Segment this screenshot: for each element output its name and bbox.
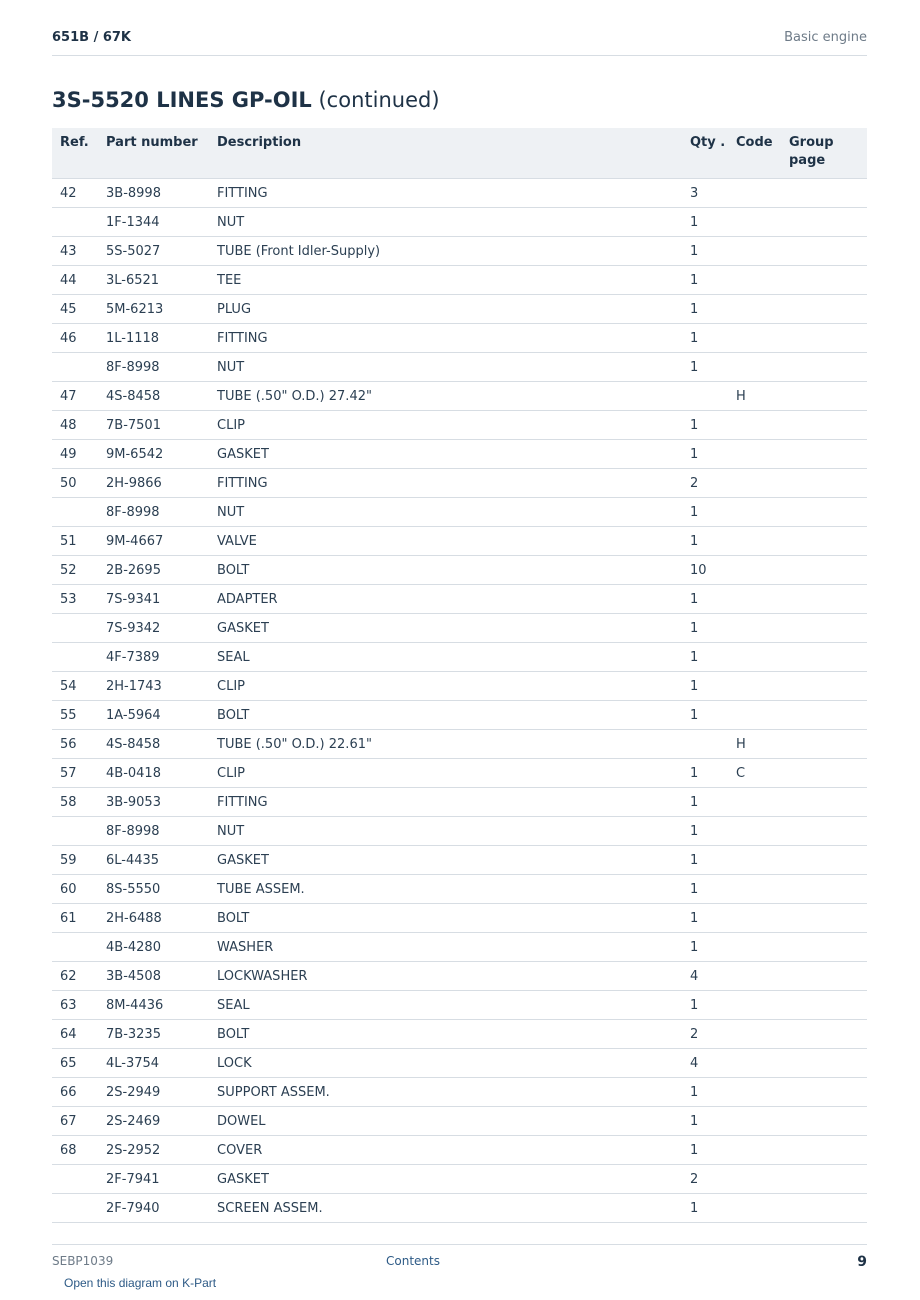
- ref-cell: 44: [52, 266, 106, 295]
- ref-cell: 56: [52, 730, 106, 759]
- qty-cell: 1: [690, 527, 736, 556]
- part-number-cell: 7B-7501: [106, 411, 217, 440]
- part-number-cell: 4S-8458: [106, 382, 217, 411]
- part-number-cell: 7B-3235: [106, 1020, 217, 1049]
- qty-cell: 3: [690, 179, 736, 208]
- part-number-cell: 8M-4436: [106, 991, 217, 1020]
- part-number-cell: 7S-9342: [106, 614, 217, 643]
- part-number-cell: 4B-0418: [106, 759, 217, 788]
- part-number-cell: 2S-2952: [106, 1136, 217, 1165]
- qty-cell: 1: [690, 701, 736, 730]
- part-number-cell: 2B-2695: [106, 556, 217, 585]
- ref-cell: 48: [52, 411, 106, 440]
- table-row: [52, 208, 867, 237]
- table-row: [52, 788, 867, 817]
- code-cell: [736, 817, 789, 846]
- col-header-ref: Ref.: [52, 128, 106, 179]
- part-number-cell: 3L-6521: [106, 266, 217, 295]
- qty-cell: 1: [690, 208, 736, 237]
- table-row: [52, 904, 867, 933]
- code-cell: [736, 701, 789, 730]
- ref-cell: 46: [52, 324, 106, 353]
- code-cell: [736, 237, 789, 266]
- group-page-cell: [789, 846, 867, 875]
- ref-cell: [52, 817, 106, 846]
- group-page-cell: [789, 614, 867, 643]
- table-row: [52, 846, 867, 875]
- description-cell: NUT: [217, 353, 690, 382]
- code-cell: [736, 527, 789, 556]
- qty-cell: 1: [690, 1078, 736, 1107]
- code-cell: H: [736, 730, 789, 759]
- part-number-cell: 4B-4280: [106, 933, 217, 962]
- qty-cell: 2: [690, 1020, 736, 1049]
- code-cell: [736, 585, 789, 614]
- description-cell: FITTING: [217, 324, 690, 353]
- code-cell: [736, 788, 789, 817]
- group-page-cell: [789, 1194, 867, 1223]
- code-cell: [736, 469, 789, 498]
- ref-cell: 50: [52, 469, 106, 498]
- group-page-cell: [789, 237, 867, 266]
- ref-cell: 68: [52, 1136, 106, 1165]
- description-cell: NUT: [217, 817, 690, 846]
- description-cell: ADAPTER: [217, 585, 690, 614]
- ref-cell: 67: [52, 1107, 106, 1136]
- group-page-cell: [789, 672, 867, 701]
- group-page-cell: [789, 1107, 867, 1136]
- ref-cell: [52, 614, 106, 643]
- table-row: [52, 1194, 867, 1223]
- table-row: [52, 701, 867, 730]
- part-number-cell: 2S-2949: [106, 1078, 217, 1107]
- group-page-cell: [789, 527, 867, 556]
- part-number-cell: 1L-1118: [106, 324, 217, 353]
- description-cell: CLIP: [217, 672, 690, 701]
- qty-cell: 2: [690, 1165, 736, 1194]
- group-page-cell: [789, 730, 867, 759]
- ref-cell: 60: [52, 875, 106, 904]
- description-cell: SCREEN ASSEM.: [217, 1194, 690, 1223]
- part-number-cell: 3B-8998: [106, 179, 217, 208]
- table-row: [52, 1136, 867, 1165]
- qty-cell: 1: [690, 411, 736, 440]
- group-page-cell: [789, 179, 867, 208]
- qty-cell: 2: [690, 469, 736, 498]
- open-diagram-link[interactable]: Open this diagram on K-Part: [64, 1276, 217, 1290]
- code-cell: [736, 962, 789, 991]
- part-number-cell: 2F-7941: [106, 1165, 217, 1194]
- ref-cell: [52, 1165, 106, 1194]
- ref-cell: 59: [52, 846, 106, 875]
- group-page-cell: [789, 1078, 867, 1107]
- group-page-cell: [789, 904, 867, 933]
- group-page-cell: [789, 788, 867, 817]
- code-cell: [736, 1049, 789, 1078]
- description-cell: WASHER: [217, 933, 690, 962]
- qty-cell: 4: [690, 1049, 736, 1078]
- table-row: [52, 1078, 867, 1107]
- code-cell: [736, 933, 789, 962]
- description-cell: TUBE ASSEM.: [217, 875, 690, 904]
- part-number-cell: 7S-9341: [106, 585, 217, 614]
- ref-cell: 51: [52, 527, 106, 556]
- page-number: 9: [857, 1254, 867, 1270]
- col-header-qty: Qty .: [690, 128, 736, 179]
- ref-cell: [52, 353, 106, 382]
- table-row: [52, 759, 867, 788]
- group-page-cell: [789, 585, 867, 614]
- part-number-cell: 8S-5550: [106, 875, 217, 904]
- code-cell: [736, 498, 789, 527]
- qty-cell: 1: [690, 933, 736, 962]
- group-page-cell: [789, 962, 867, 991]
- part-number-cell: 5M-6213: [106, 295, 217, 324]
- group-page-cell: [789, 266, 867, 295]
- ref-cell: 64: [52, 1020, 106, 1049]
- table-row: [52, 1165, 867, 1194]
- description-cell: TEE: [217, 266, 690, 295]
- description-cell: FITTING: [217, 179, 690, 208]
- group-page-cell: [789, 469, 867, 498]
- col-header-code: Code: [736, 128, 789, 179]
- description-cell: DOWEL: [217, 1107, 690, 1136]
- code-cell: [736, 1078, 789, 1107]
- part-number-cell: 4F-7389: [106, 643, 217, 672]
- ref-cell: 52: [52, 556, 106, 585]
- description-cell: PLUG: [217, 295, 690, 324]
- col-header-group-page: Group page: [789, 128, 867, 179]
- qty-cell: [690, 730, 736, 759]
- code-cell: [736, 324, 789, 353]
- ref-cell: [52, 643, 106, 672]
- group-page-cell: [789, 295, 867, 324]
- group-page-cell: [789, 817, 867, 846]
- description-cell: TUBE (Front Idler-Supply): [217, 237, 690, 266]
- part-number-cell: 1A-5964: [106, 701, 217, 730]
- qty-cell: 1: [690, 991, 736, 1020]
- section-name: Basic engine: [784, 30, 867, 45]
- table-row: [52, 991, 867, 1020]
- code-cell: [736, 1136, 789, 1165]
- description-cell: SUPPORT ASSEM.: [217, 1078, 690, 1107]
- description-cell: BOLT: [217, 701, 690, 730]
- qty-cell: 1: [690, 295, 736, 324]
- table-row: [52, 556, 867, 585]
- group-page-cell: [789, 1020, 867, 1049]
- table-row: [52, 1049, 867, 1078]
- qty-cell: 1: [690, 440, 736, 469]
- page-footer: [52, 1244, 867, 1275]
- contents-link[interactable]: Contents: [386, 1254, 440, 1268]
- group-page-cell: [789, 991, 867, 1020]
- group-page-cell: [789, 701, 867, 730]
- code-cell: [736, 556, 789, 585]
- part-number-cell: 3B-4508: [106, 962, 217, 991]
- qty-cell: [690, 382, 736, 411]
- group-page-cell: [789, 1165, 867, 1194]
- qty-cell: 1: [690, 846, 736, 875]
- description-cell: BOLT: [217, 1020, 690, 1049]
- col-header-part-number: Part number: [106, 128, 217, 179]
- ref-cell: 61: [52, 904, 106, 933]
- qty-cell: 1: [690, 788, 736, 817]
- description-cell: GASKET: [217, 614, 690, 643]
- part-number-cell: 3B-9053: [106, 788, 217, 817]
- group-page-cell: [789, 382, 867, 411]
- page-header: [52, 27, 867, 56]
- document-id: SEBP1039: [52, 1254, 114, 1268]
- qty-cell: 1: [690, 353, 736, 382]
- ref-cell: [52, 208, 106, 237]
- code-cell: [736, 1165, 789, 1194]
- qty-cell: 1: [690, 875, 736, 904]
- table-row: [52, 440, 867, 469]
- table-row: [52, 962, 867, 991]
- qty-cell: 10: [690, 556, 736, 585]
- ref-cell: 63: [52, 991, 106, 1020]
- group-page-cell: [789, 875, 867, 904]
- table-row: [52, 527, 867, 556]
- qty-cell: 1: [690, 759, 736, 788]
- part-number-cell: 5S-5027: [106, 237, 217, 266]
- group-page-cell: [789, 440, 867, 469]
- ref-cell: [52, 1194, 106, 1223]
- machine-model: 651B / 67K: [52, 30, 132, 45]
- table-row: [52, 1020, 867, 1049]
- col-header-description: Description: [217, 128, 690, 179]
- ref-cell: 45: [52, 295, 106, 324]
- ref-cell: [52, 498, 106, 527]
- description-cell: CLIP: [217, 759, 690, 788]
- code-cell: [736, 208, 789, 237]
- qty-cell: 1: [690, 817, 736, 846]
- code-cell: [736, 179, 789, 208]
- description-cell: SEAL: [217, 643, 690, 672]
- ref-cell: [52, 933, 106, 962]
- group-page-cell: [789, 1049, 867, 1078]
- table-row: [52, 672, 867, 701]
- code-cell: C: [736, 759, 789, 788]
- description-cell: COVER: [217, 1136, 690, 1165]
- group-page-cell: [789, 933, 867, 962]
- ref-cell: 62: [52, 962, 106, 991]
- continued-label: (continued): [318, 88, 440, 112]
- parts-table: [52, 128, 867, 1223]
- code-cell: [736, 672, 789, 701]
- table-row: [52, 179, 867, 208]
- code-cell: [736, 1194, 789, 1223]
- ref-cell: 57: [52, 759, 106, 788]
- qty-cell: 4: [690, 962, 736, 991]
- description-cell: VALVE: [217, 527, 690, 556]
- part-number-cell: 2S-2469: [106, 1107, 217, 1136]
- qty-cell: 1: [690, 585, 736, 614]
- code-cell: [736, 411, 789, 440]
- qty-cell: 1: [690, 1194, 736, 1223]
- description-cell: BOLT: [217, 904, 690, 933]
- code-cell: [736, 846, 789, 875]
- code-cell: [736, 295, 789, 324]
- part-group-name: 3S-5520 LINES GP-OIL: [52, 88, 312, 112]
- group-page-cell: [789, 556, 867, 585]
- code-cell: [736, 904, 789, 933]
- description-cell: BOLT: [217, 556, 690, 585]
- code-cell: [736, 353, 789, 382]
- qty-cell: 1: [690, 498, 736, 527]
- code-cell: [736, 875, 789, 904]
- table-row: [52, 295, 867, 324]
- code-cell: [736, 614, 789, 643]
- table-row: [52, 933, 867, 962]
- code-cell: H: [736, 382, 789, 411]
- part-number-cell: 8F-8998: [106, 498, 217, 527]
- part-number-cell: 6L-4435: [106, 846, 217, 875]
- part-number-cell: 9M-6542: [106, 440, 217, 469]
- description-cell: TUBE (.50" O.D.) 22.61": [217, 730, 690, 759]
- description-cell: FITTING: [217, 788, 690, 817]
- code-cell: [736, 991, 789, 1020]
- page-title: [52, 88, 440, 112]
- ref-cell: 47: [52, 382, 106, 411]
- table-row: [52, 614, 867, 643]
- qty-cell: 1: [690, 904, 736, 933]
- part-number-cell: 2H-6488: [106, 904, 217, 933]
- description-cell: TUBE (.50" O.D.) 27.42": [217, 382, 690, 411]
- table-row: [52, 411, 867, 440]
- group-page-cell: [789, 759, 867, 788]
- ref-cell: 54: [52, 672, 106, 701]
- description-cell: LOCK: [217, 1049, 690, 1078]
- table-row: [52, 353, 867, 382]
- ref-cell: 66: [52, 1078, 106, 1107]
- table-row: [52, 498, 867, 527]
- table-row: [52, 643, 867, 672]
- code-cell: [736, 1107, 789, 1136]
- table-row: [52, 266, 867, 295]
- group-page-cell: [789, 643, 867, 672]
- part-number-cell: 2F-7940: [106, 1194, 217, 1223]
- description-cell: FITTING: [217, 469, 690, 498]
- qty-cell: 1: [690, 266, 736, 295]
- code-cell: [736, 1020, 789, 1049]
- ref-cell: 49: [52, 440, 106, 469]
- ref-cell: 53: [52, 585, 106, 614]
- group-page-cell: [789, 324, 867, 353]
- description-cell: LOCKWASHER: [217, 962, 690, 991]
- table-row: [52, 1107, 867, 1136]
- table-row: [52, 237, 867, 266]
- qty-cell: 1: [690, 324, 736, 353]
- group-page-cell: [789, 1136, 867, 1165]
- group-page-cell: [789, 208, 867, 237]
- table-header-row: [52, 128, 867, 179]
- description-cell: NUT: [217, 208, 690, 237]
- table-row: [52, 875, 867, 904]
- description-cell: NUT: [217, 498, 690, 527]
- table-row: [52, 585, 867, 614]
- description-cell: GASKET: [217, 846, 690, 875]
- table-row: [52, 382, 867, 411]
- part-number-cell: 8F-8998: [106, 817, 217, 846]
- qty-cell: 1: [690, 643, 736, 672]
- code-cell: [736, 440, 789, 469]
- ref-cell: 65: [52, 1049, 106, 1078]
- part-number-cell: 9M-4667: [106, 527, 217, 556]
- qty-cell: 1: [690, 1136, 736, 1165]
- part-number-cell: 4L-3754: [106, 1049, 217, 1078]
- qty-cell: 1: [690, 614, 736, 643]
- part-number-cell: 2H-1743: [106, 672, 217, 701]
- part-number-cell: 1F-1344: [106, 208, 217, 237]
- group-page-cell: [789, 411, 867, 440]
- description-cell: SEAL: [217, 991, 690, 1020]
- table-row: [52, 817, 867, 846]
- ref-cell: 42: [52, 179, 106, 208]
- ref-cell: 58: [52, 788, 106, 817]
- table-row: [52, 324, 867, 353]
- group-page-cell: [789, 353, 867, 382]
- group-page-cell: [789, 498, 867, 527]
- description-cell: CLIP: [217, 411, 690, 440]
- table-row: [52, 730, 867, 759]
- part-number-cell: 2H-9866: [106, 469, 217, 498]
- qty-cell: 1: [690, 237, 736, 266]
- code-cell: [736, 266, 789, 295]
- part-number-cell: 4S-8458: [106, 730, 217, 759]
- qty-cell: 1: [690, 672, 736, 701]
- part-number-cell: 8F-8998: [106, 353, 217, 382]
- table-row: [52, 469, 867, 498]
- ref-cell: 43: [52, 237, 106, 266]
- qty-cell: 1: [690, 1107, 736, 1136]
- code-cell: [736, 643, 789, 672]
- description-cell: GASKET: [217, 440, 690, 469]
- ref-cell: 55: [52, 701, 106, 730]
- description-cell: GASKET: [217, 1165, 690, 1194]
